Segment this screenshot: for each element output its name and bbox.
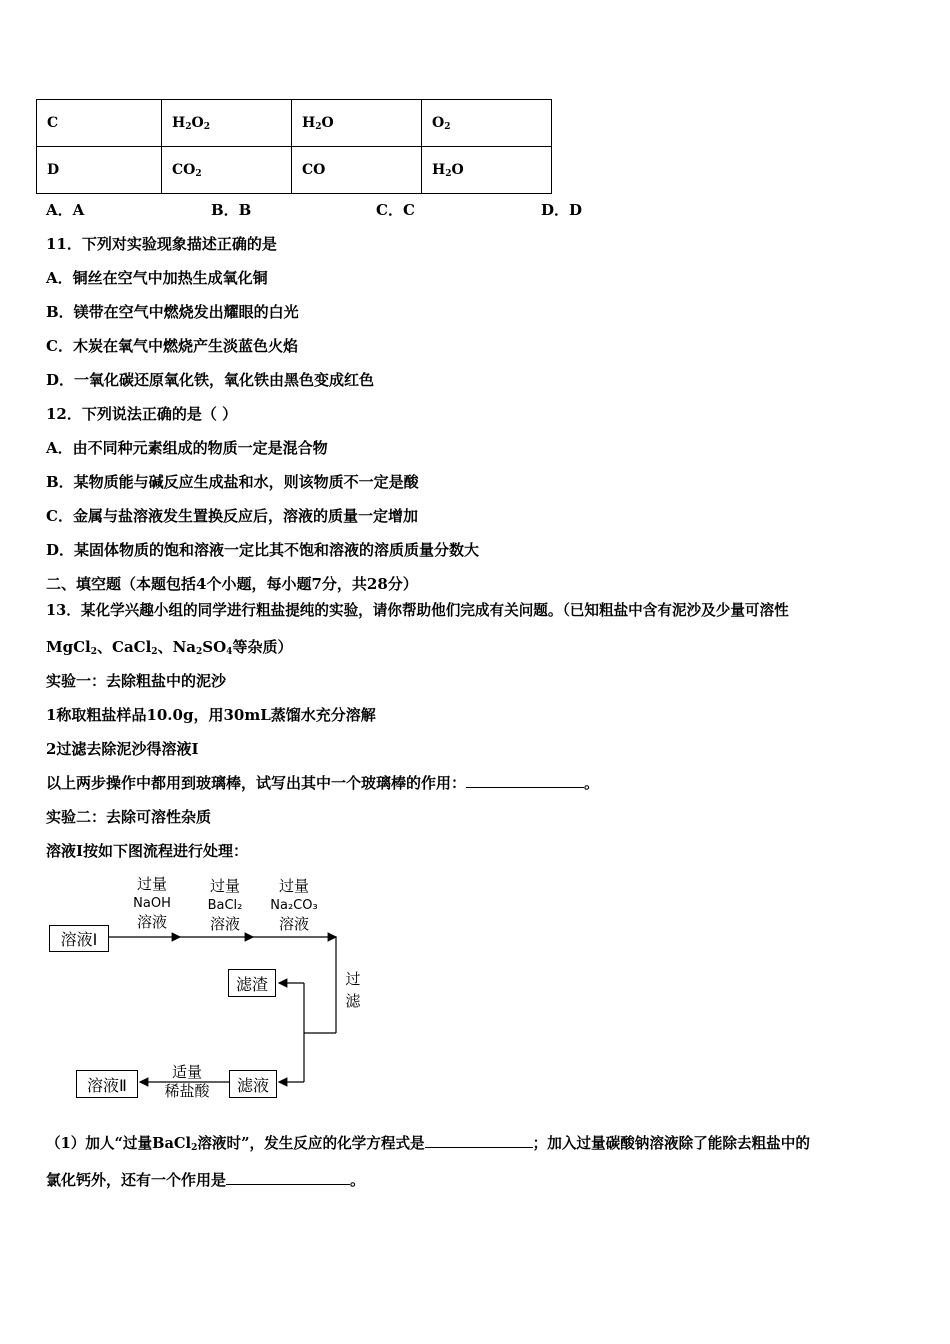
q11-stem: 11．下列对实验现象描述正确的是 — [46, 235, 277, 253]
table-cell: $H_2O$ — [422, 147, 552, 194]
table-cell: C — [37, 100, 162, 147]
q12-stem: 12．下列说法正确的是（ ） — [46, 405, 238, 423]
q13-stem-line1: 13．某化学兴趣小组的同学进行粗盐提纯的实验，请你帮助他们完成有关问题。（已知粗盐中含有泥沙及少量可溶性 — [46, 602, 789, 619]
sub-question-1-text: （1）加人“过量BaCl$_2$溶液时”，发生反应的化学方程式是 — [46, 1135, 425, 1153]
table-cell: CO — [292, 147, 422, 194]
solution-1-box: 溶液Ⅰ — [49, 925, 109, 952]
sub-question-1-text2: ；加入过量碳酸钠溶液除了能除去粗盐中的 — [532, 1135, 810, 1152]
q12-option-d: D．某固体物质的饱和溶液一定比其不饱和溶液的溶质质量分数大 — [46, 541, 480, 559]
acid-amount: 适量 — [171, 1063, 202, 1081]
period: 。 — [350, 1171, 366, 1189]
answer-choice-c: C．C — [376, 201, 415, 219]
q11-option-a: A．铜丝在空气中加热生成氧化铜 — [46, 269, 268, 287]
q11-option-c: C．木炭在氧气中燃烧产生淡蓝色火焰 — [46, 337, 298, 355]
filtrate-box: 滤液 — [229, 1070, 277, 1098]
q12-option-b: B．某物质能与碱反应生成盐和水，则该物质不一定是酸 — [46, 473, 419, 491]
table-cell: D — [37, 147, 162, 194]
sub-question-1-line1 — [46, 1132, 810, 1153]
sub-question-1-text3: 氯化钙外，还有一个作用是 — [46, 1171, 227, 1189]
reagent-label: 过量 — [278, 877, 309, 895]
period: 。 — [584, 774, 600, 792]
q12-option-c: C．金属与盐溶液发生置换反应后，溶液的质量一定增加 — [46, 507, 418, 525]
filter-char: 滤 — [345, 992, 361, 1010]
reagent-naoh — [122, 875, 182, 932]
equation-blank[interactable] — [425, 1146, 533, 1148]
exp1-step1: 1称取粗盐样品10.0g，用30mL蒸馏水充分溶解 — [46, 706, 376, 724]
exp1-title: 实验一：去除粗盐中的泥沙 — [46, 672, 227, 690]
reagent-label: 溶液 — [278, 915, 309, 933]
reagent-na2co3 — [260, 877, 328, 934]
reagent-label: 过量 — [209, 877, 240, 895]
reagent-label: 溶液 — [136, 913, 167, 931]
filter-label — [342, 968, 364, 1012]
exp2-title: 实验二：去除可溶性杂质 — [46, 808, 212, 826]
glass-rod-question-text: 以上两步操作中都用到玻璃棒，试写出其中一个玻璃棒的作用： — [46, 774, 467, 792]
q11-option-b: B．镁带在空气中燃烧发出耀眼的白光 — [46, 303, 299, 321]
reagent-formula: Na₂CO₃ — [270, 898, 318, 913]
q13-stem-line2: MgCl$_2$、CaCl$_2$、$Na_2SO_4$等杂质） — [46, 638, 293, 657]
acid-name: 稀盐酸 — [164, 1082, 210, 1100]
answer-choice-a: A．A — [46, 201, 85, 219]
filter-char: 过 — [345, 970, 361, 988]
q12-option-a: A．由不同种元素组成的物质一定是混合物 — [46, 439, 328, 457]
section-heading: 二、填空题（本题包括4个小题，每小题7分，共28分） — [46, 575, 418, 593]
q11-option-d: D．一氧化碳还原氧化铁，氧化铁由黑色变成红色 — [46, 371, 375, 389]
solution-2-box: 溶液Ⅱ — [76, 1070, 138, 1098]
reagent-label: 溶液 — [209, 915, 240, 933]
acid-label — [155, 1063, 219, 1101]
table-cell: $O_2$ — [422, 100, 552, 147]
residue-box: 滤渣 — [228, 969, 276, 997]
reagent-bacl2 — [195, 877, 255, 934]
flow-intro: 溶液I按如下图流程进行处理： — [46, 842, 249, 860]
sub-question-1-line2 — [46, 1169, 365, 1190]
table-cell: $H_2O$ — [292, 100, 422, 147]
purpose-blank[interactable] — [226, 1183, 350, 1185]
reagent-formula: NaOH — [133, 896, 171, 911]
reagent-label: 过量 — [136, 875, 167, 893]
reagent-formula: BaCl₂ — [207, 898, 243, 913]
answer-choice-d: D．D — [541, 201, 583, 219]
exp1-step2: 2过滤去除泥沙得溶液I — [46, 740, 199, 758]
table-cell: $CO_2$ — [162, 147, 292, 194]
answer-choice-b: B．B — [211, 201, 252, 219]
table-cell: $H_2O_2$ — [162, 100, 292, 147]
